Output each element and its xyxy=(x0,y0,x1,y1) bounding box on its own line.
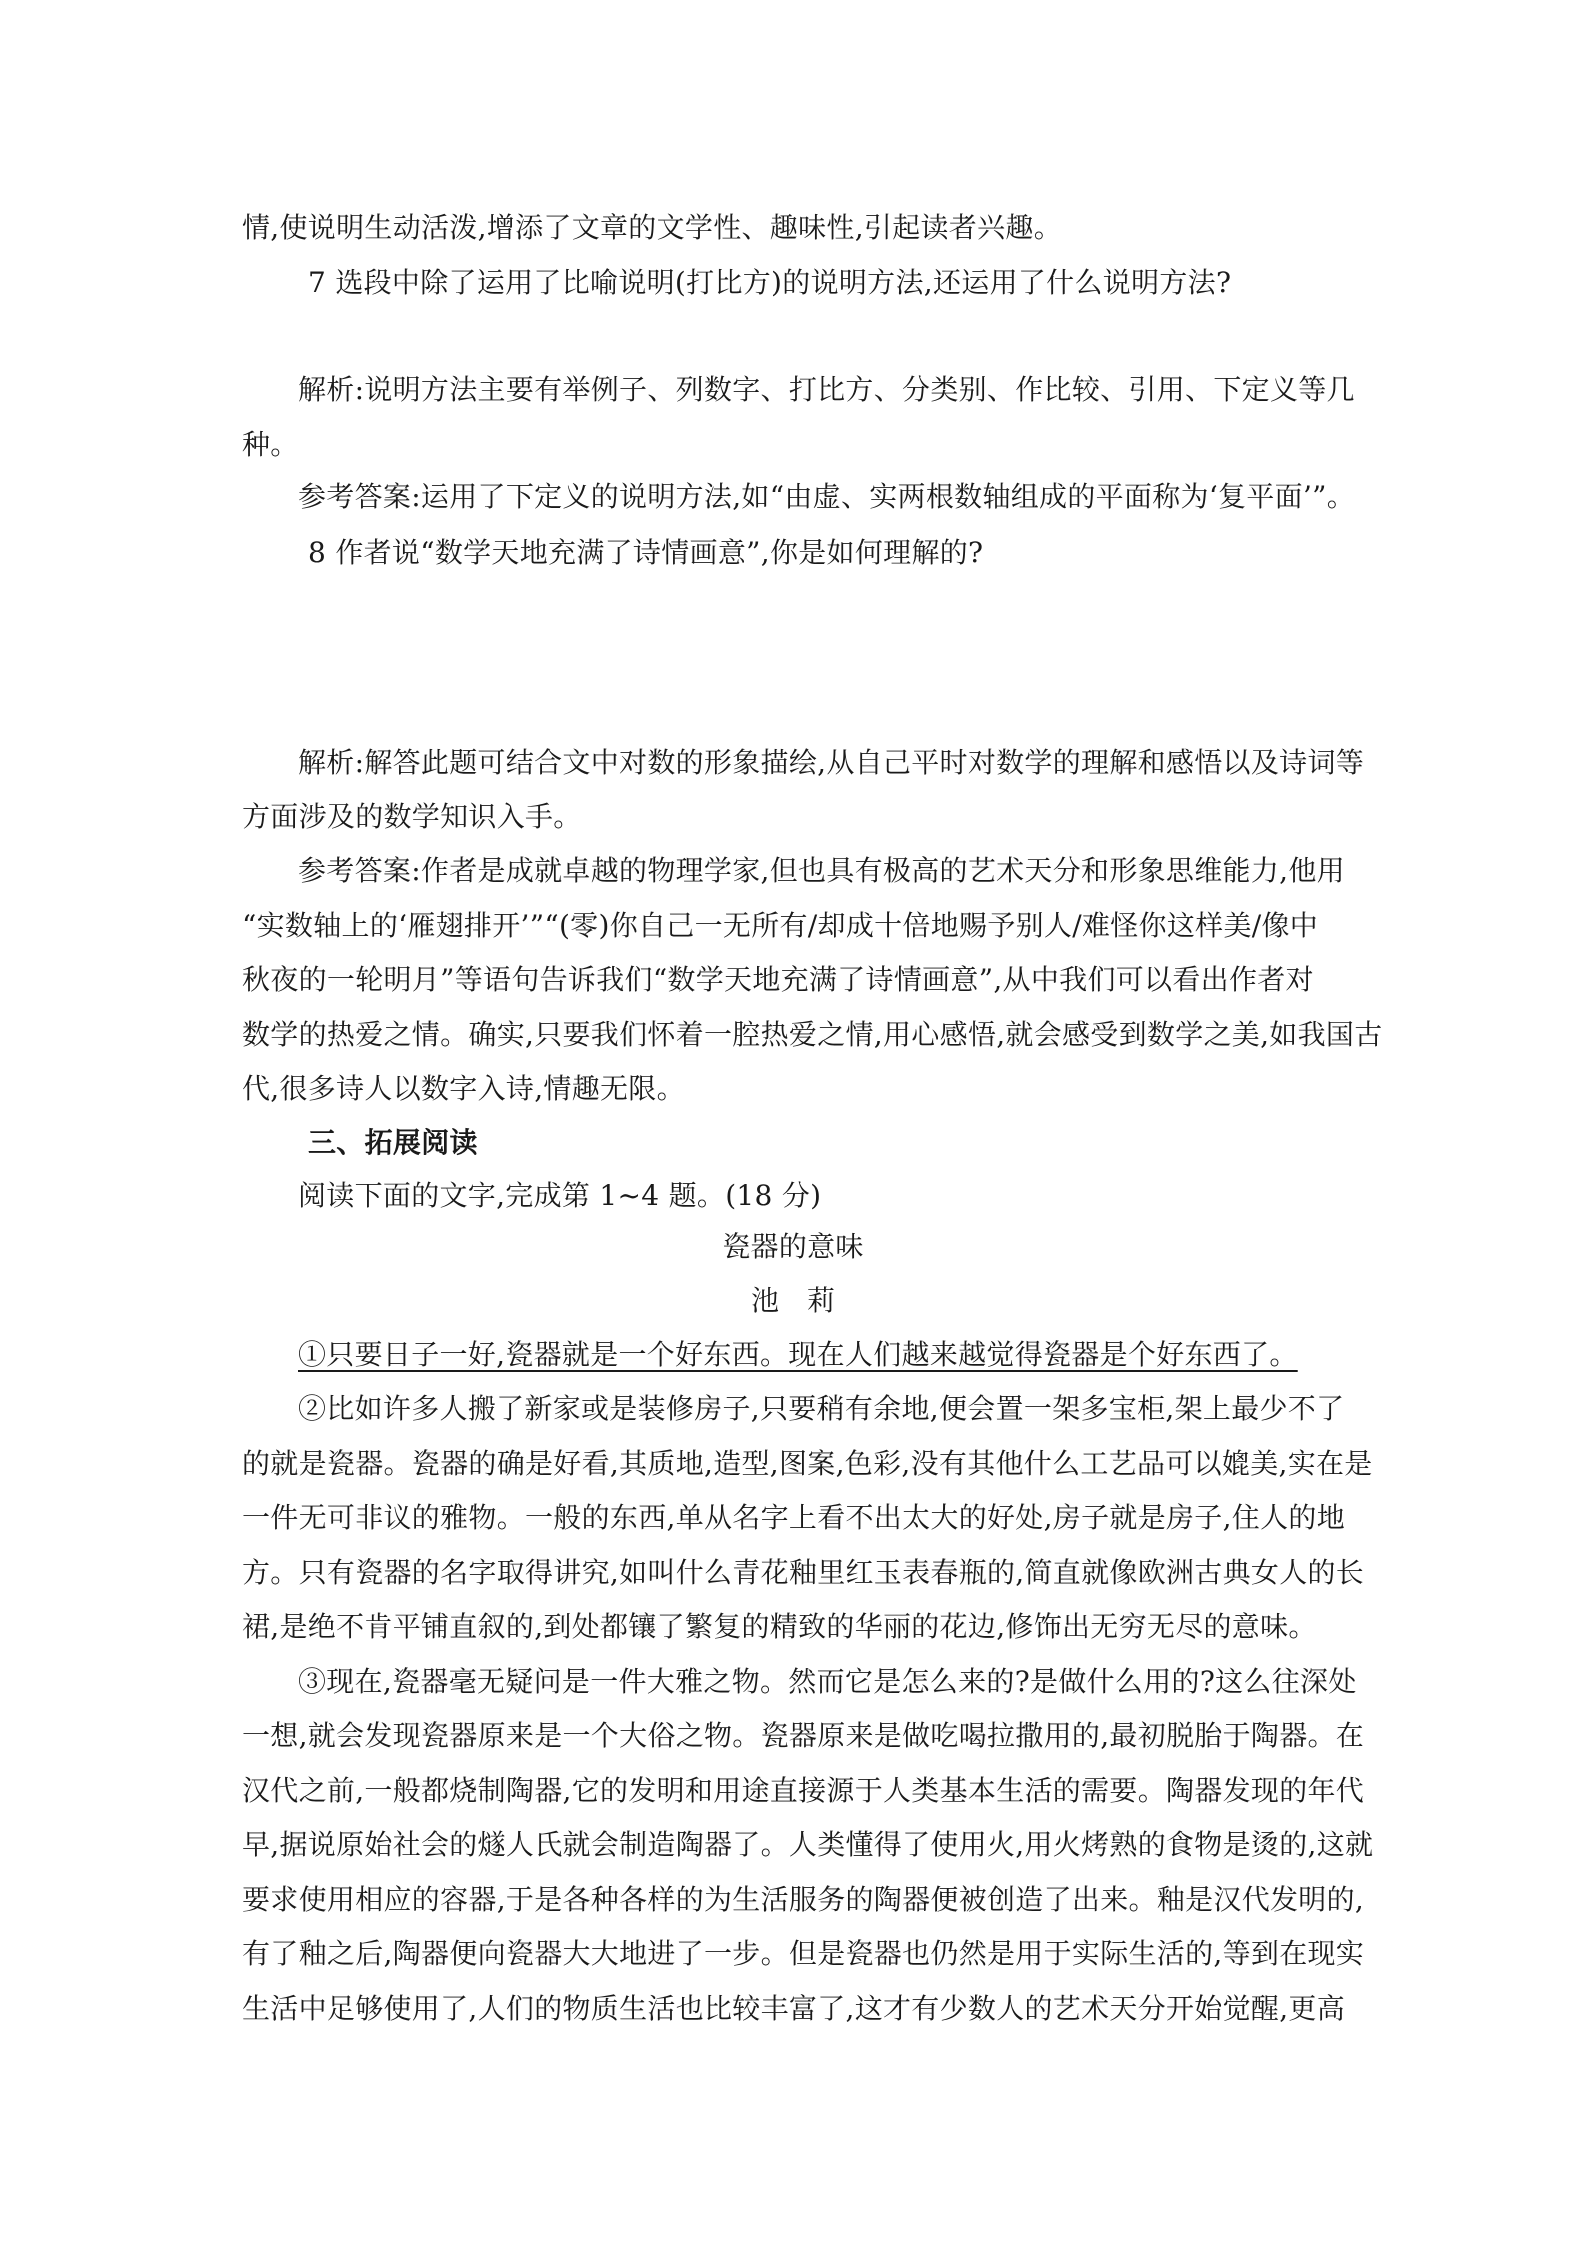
text-line: 种。 xyxy=(242,428,299,461)
question-8: 8 作者说“数学天地充满了诗情画意”,你是如何理解的? xyxy=(308,536,984,569)
text-line: 早,据说原始社会的燧人氏就会制造陶器了。人类懂得了使用火,用火烤熟的食物是烫的,这就 xyxy=(242,1828,1374,1861)
text-line: 方面涉及的数学知识入手。 xyxy=(242,800,582,833)
paragraph-2: ②比如许多人搬了新家或是装修房子,只要稍有余地,便会置一架多宝柜,架上最少不了 xyxy=(298,1392,1345,1425)
article-author: 池莉 xyxy=(750,1284,863,1317)
text-line: 秋夜的一轮明月”等语句告诉我们“数学天地充满了诗情画意”,从中我们可以看出作者对 xyxy=(242,963,1314,996)
instruction-text: 阅读下面的文字,完成第 1~4 题。(18 分) xyxy=(298,1179,822,1212)
text-line: 有了釉之后,陶器便向瓷器大大地进了一步。但是瓷器也仍然是用于实际生活的,等到在现实 xyxy=(242,1937,1365,1970)
question-7: 7 选段中除了运用了比喻说明(打比方)的说明方法,还运用了什么说明方法? xyxy=(308,266,1232,299)
reference-answer: 参考答案:运用了下定义的说明方法,如“由虚、实两根数轴组成的平面称为‘复平面’”。 xyxy=(298,480,1356,513)
paragraph-3: ③现在,瓷器毫无疑问是一件大雅之物。然而它是怎么来的?是做什么用的?这么往深处 xyxy=(298,1665,1357,1698)
text-line: 数学的热爱之情。确实,只要我们怀着一腔热爱之情,用心感悟,就会感受到数学之美,如我国古 xyxy=(242,1018,1383,1051)
text-line: 裙,是绝不肯平铺直叙的,到处都镶了繁复的精致的华丽的花边,修饰出无穷无尽的意味。 xyxy=(242,1610,1317,1643)
paragraph-1-row xyxy=(298,1335,1360,1375)
section-heading: 三、拓展阅读 xyxy=(308,1126,478,1159)
text-line: 要求使用相应的容器,于是各种各样的为生活服务的陶器便被创造了出来。釉是汉代发明的, xyxy=(242,1883,1365,1916)
text-line: 情,使说明生动活泼,增添了文章的文学性、趣味性,引起读者兴趣。 xyxy=(242,211,1063,244)
article-author-row xyxy=(0,1281,1586,1321)
paragraph-1: ①只要日子一好,瓷器就是一个好东西。现在人们越来越觉得瓷器是个好东西了。 xyxy=(298,1338,1298,1371)
text-line: “实数轴上的‘雁翅排开’”“(零)你自己一无所有/却成十倍地赐予别人/难怪你这样美/像中 xyxy=(242,909,1319,942)
text-line: 一件无可非议的雅物。一般的东西,单从名字上看不出太大的好处,房子就是房子,住人的地 xyxy=(242,1501,1346,1534)
text-line: 汉代之前,一般都烧制陶器,它的发明和用途直接源于人类基本生活的需要。陶器发现的年代 xyxy=(242,1774,1365,1807)
text-line: 一想,就会发现瓷器原来是一个大俗之物。瓷器原来是做吃喝拉撒用的,最初脱胎于陶器。在 xyxy=(242,1719,1365,1752)
analysis-text: 解析:说明方法主要有举例子、列数字、打比方、分类别、作比较、引用、下定义等几 xyxy=(298,373,1355,406)
reference-answer: 参考答案:作者是成就卓越的物理学家,但也具有极高的艺术天分和形象思维能力,他用 xyxy=(298,854,1345,887)
article-title: 瓷器的意味 xyxy=(722,1230,864,1263)
text-line: 的就是瓷器。瓷器的确是好看,其质地,造型,图案,色彩,没有其他什么工艺品可以媲美,实在是 xyxy=(242,1447,1373,1480)
text-line: 生活中足够使用了,人们的物质生活也比较丰富了,这才有少数人的艺术天分开始觉醒,更高 xyxy=(242,1992,1346,2025)
text-line: 代,很多诗人以数字入诗,情趣无限。 xyxy=(242,1072,685,1105)
analysis-text: 解析:解答此题可结合文中对数的形象描绘,从自己平时对数学的理解和感悟以及诗词等 xyxy=(298,746,1365,779)
text-line: 方。只有瓷器的名字取得讲究,如叫什么青花釉里红玉表春瓶的,简直就像欧洲古典女人的长 xyxy=(242,1556,1365,1589)
